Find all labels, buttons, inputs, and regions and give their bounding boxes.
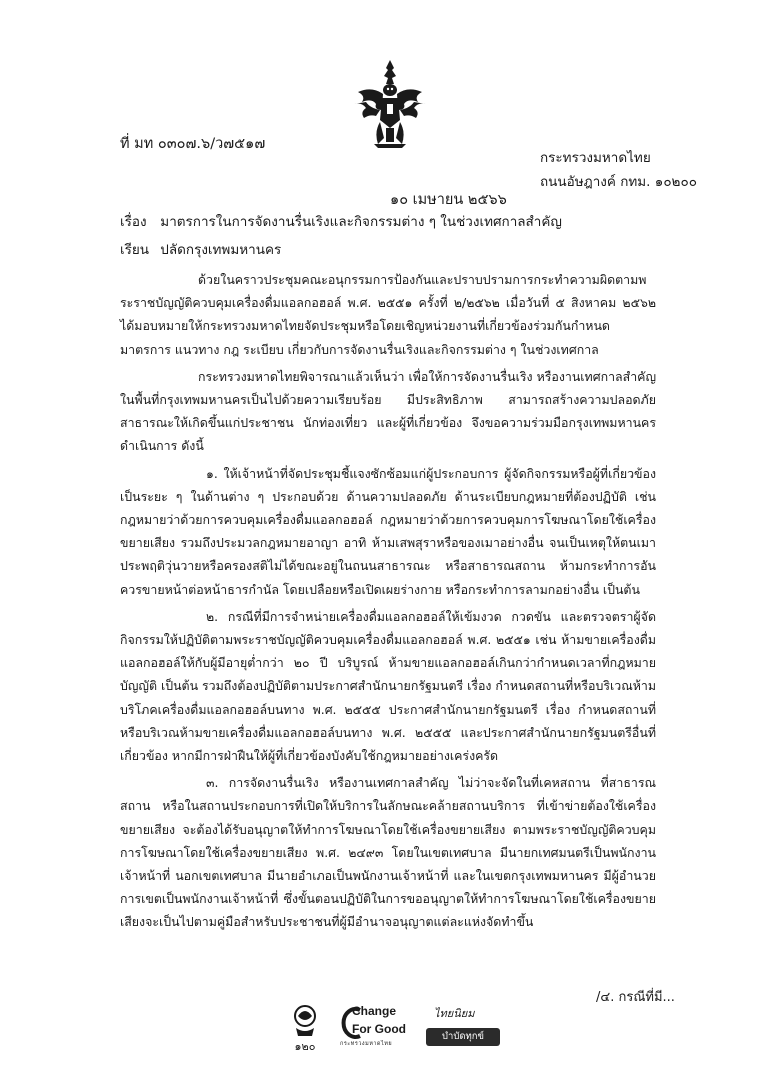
paragraph-request: กระทรวงมหาดไทยพิจารณาแล้วเห็นว่า เพื่อให้การจัดงานรื่นเริง หรืองานเทศกาลสำคัญในพื้นที่กรุงเทพมหานครเป็นไปด้วยความเรียบร้อย มีประสิทธิภาพ สามารถสร้างความปลอดภัยสาธารณะให้เกิดขึ้นแก่ประชาชน นักท่องเที่ยว และผู้ที่เกี่ยวข้อง จึงขอความร่วมมือกรุงเทพมหานครดำเนินการ ดังนี้ [120, 368, 656, 454]
logo-change-text: Change [352, 1004, 397, 1018]
thai-niyom-logo [424, 1002, 502, 1060]
recipient-text: ปลัดกรุงเทพมหานคร [160, 242, 282, 258]
garuda-emblem-icon [352, 58, 428, 150]
document-date: ๑๐ เมษายน ๒๕๖๖ [390, 192, 507, 208]
measure-item-3: ๓. การจัดงานรื่นเริง หรืองานเทศกาลสำคัญ ไม่ว่าจะจัดในที่เคหสถาน ที่สาธารณสถาน หรือในสถานประกอบการที่เปิดให้บริการในลักษณะคล้ายสถานบริการ ที่เข้าข่ายต้องใช้เครื่องขยายเสียง จะต้องได้รับอนุญาตให้ทำการโฆษณาโดยใช้เครื่องขยายเสียง ตามพระราชบัญญัติควบคุมการโฆษณาโดยใช้เครื่องขยายเสียง พ.ศ. ๒๔๙๓ โดยในเขตเทศบาล มีนายกเทศมนตรีเป็นพนักงานเจ้าหน้าที่ นอกเขตเทศบาล มีนายอำเภอเป็นพนักงานเจ้าหน้าที่ และในเขตกรุงเทพมหานคร มีผู้อำนวยการเขตเป็นพนักงานเจ้าหน้าที่ ซึ่งขั้นตอนปฏิบัติในการขออนุญาตให้ทำการโฆษณาโดยใช้เครื่องขยายเสียงจะเป็นไปตามคู่มือสำหรับประชาชนที่ผู้มีอำนาจอนุญาตแต่ละแห่งจัดทำขึ้น [120, 775, 656, 930]
logo-slogan-text: บำบัดทุกข์ บำรุงสุข [426, 1028, 500, 1046]
recipient-label: เรียน [120, 242, 150, 258]
document-reference-number: ที่ มท ๐๓๐๗.๖/ว๗๕๑๗ [120, 136, 266, 152]
continuation-marker: /๔. กรณีที่มี... [596, 990, 675, 1005]
emblem-number: ๑๒๐ [294, 1040, 316, 1053]
logo-thainiyom-text: ไทยนิยม [434, 1007, 475, 1020]
ministry-street: ถนนอัษฎางค์ กทม. ๑๐๒๐๐ [540, 174, 697, 190]
subject-text: มาตรการในการจัดงานรื่นเริงและกิจกรรมต่าง ๆ ในช่วงเทศกาลสำคัญ [160, 214, 562, 230]
measure-item-2: ๒. กรณีที่มีการจำหน่ายเครื่องดื่มแอลกอฮอล์ให้เข้มงวด กวดขัน และตรวจตราผู้จัดกิจกรรมให้ปฏิบัติตามพระราชบัญญัติควบคุมเครื่องดื่มแอลกอฮอล์ พ.ศ. ๒๕๕๑ เช่น ห้ามขายเครื่องดื่มแอลกอฮอล์ให้กับผู้มีอายุต่ำกว่า ๒๐ ปี บริบูรณ์ ห้ามขายแอลกอฮอล์เกินกว่ากำหนดเวลาที่กฎหมายบัญญัติ เป็นต้น รวมถึงต้องปฏิบัติตามประกาศสำนักนายกรัฐมนตรี เรื่อง กำหนดสถานที่หรือบริเวณห้ามบริโภคเครื่องดื่มแอลกอฮอล์บนทาง พ.ศ. ๒๕๕๕ ประกาศสำนักนายกรัฐมนตรี เรื่อง กำหนดสถานที่หรือบริเวณห้ามขายเครื่องดื่มแอลกอฮอล์บนทาง พ.ศ. ๒๕๕๕ และประกาศสำนักนายกรัฐมนตรีอื่นที่เกี่ยวข้อง หากมีการฝ่าฝืนให้ผู้ที่เกี่ยวข้องบังคับใช้กฎหมายอย่างเคร่งครัด [120, 608, 656, 764]
measure-item-1: ๑. ให้เจ้าหน้าที่จัดประชุมชี้แจงซักซ้อมแก่ผู้ประกอบการ ผู้จัดกิจกรรมหรือผู้ที่เกี่ยวข้องเป็นระยะ ๆ ในด้านต่าง ๆ ประกอบด้วย ด้านความปลอดภัย ด้านระเบียบกฎหมายที่ต้องปฏิบัติ เช่น กฎหมายว่าด้วยการควบคุมเครื่องดื่มแอลกอฮอล์ กฎหมายว่าด้วยการควบคุมการโฆษณาโดยใช้เครื่องขยายเสียง รวมถึงประมวลกฎหมายอาญา อาทิ ห้ามเสพสุราหรือของเมาอย่างอื่น จนเป็นเหตุให้ตนเมา ประพฤติวุ่นวายหรือครองสติไม่ได้ขณะอยู่ในถนนสาธารณะ หรือสาธารณสถาน ห้ามกระทำการอันควรขายหน้าต่อหน้าธารกำนัล โดยเปลือยหรือเปิดเผยร่างกาย หรือกระทำการลามกอย่างอื่น เป็นต้น [120, 465, 656, 597]
paragraph-background: ด้วยในคราวประชุมคณะอนุกรรมการป้องกันและปราบปรามการกระทำความผิดตามพระราชบัญญัติควบคุมเครื่องดื่มแอลกอฮอล์ พ.ศ. ๒๕๕๑ ครั้งที่ ๒/๒๕๖๒ เมื่อวันที่ ๕ สิงหาคม ๒๕๖๒ ได้มอบหมายให้กระทรวงมหาดไทยจัดประชุมหรือโดยเชิญหน่วยงานที่เกี่ยวข้องร่วมกันกำหนดมาตรการ แนวทาง กฎ ระเบียบ เกี่ยวกับการจัดงานรื่นเริงและกิจกรรมต่าง ๆ ในช่วงเทศกาล [120, 272, 656, 357]
ministry-address [540, 146, 697, 194]
logo-ministry-text: กระทรวงมหาดไทย [340, 1041, 393, 1047]
subject-line [120, 210, 562, 232]
ministry-name: กระทรวงมหาดไทย [540, 150, 651, 166]
change-for-good-logo [338, 1002, 416, 1052]
recipient-line [120, 238, 281, 260]
ministry-anniversary-logo [288, 1002, 322, 1056]
subject-label: เรื่อง [120, 214, 147, 230]
letter-body [120, 268, 656, 938]
logo-forgood-text: For Good [352, 1022, 406, 1036]
